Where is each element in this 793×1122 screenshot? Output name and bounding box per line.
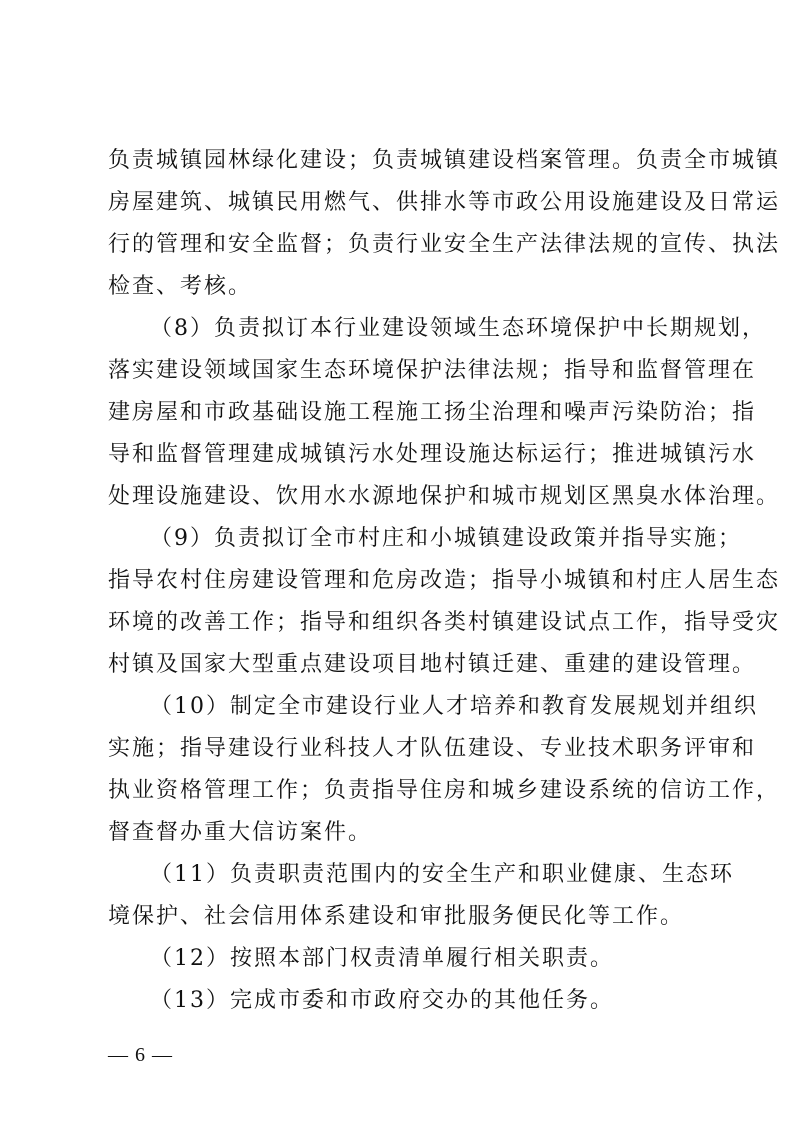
text-line: 落实建设领域国家生态环境保护法律法规；指导和监督管理在 bbox=[108, 358, 757, 383]
page-number: — 6 — bbox=[108, 1044, 173, 1066]
text-line: （12）按照本部门权责清单履行相关职责。 bbox=[150, 946, 614, 971]
text-line: 指导农村住房建设管理和危房改造；指导小城镇和村庄人居生态 bbox=[108, 568, 781, 593]
text-line: 环境的改善工作；指导和组织各类村镇建设试点工作，指导受灾 bbox=[108, 610, 781, 635]
text-line: 境保护、社会信用体系建设和审批服务便民化等工作。 bbox=[108, 904, 685, 929]
text-line: 建房屋和市政基础设施工程施工扬尘治理和噪声污染防治；指 bbox=[108, 400, 757, 425]
text-line: （13）完成市委和市政府交办的其他任务。 bbox=[150, 988, 614, 1013]
text-line: （10）制定全市建设行业人才培养和教育发展规划并组织 bbox=[150, 694, 758, 719]
text-line: 检查、考核。 bbox=[108, 274, 253, 299]
text-line: 行的管理和安全监督；负责行业安全生产法律法规的宣传、执法 bbox=[108, 232, 781, 257]
text-line: 村镇及国家大型重点建设项目地村镇迁建、重建的建设管理。 bbox=[108, 652, 757, 677]
text-line: 执业资格管理工作；负责指导住房和城乡建设系统的信访工作， bbox=[108, 778, 781, 803]
text-line: 房屋建筑、城镇民用燃气、供排水等市政公用设施建设及日常运 bbox=[108, 190, 781, 215]
text-line: （11）负责职责范围内的安全生产和职业健康、生态环 bbox=[150, 862, 734, 887]
text-line: （8）负责拟订本行业建设领域生态环境保护中长期规划， bbox=[150, 316, 766, 341]
text-line: 实施；指导建设行业科技人才队伍建设、专业技术职务评审和 bbox=[108, 736, 757, 761]
text-line: 导和监督管理建成城镇污水处理设施达标运行；推进城镇污水 bbox=[108, 442, 757, 467]
text-line: 负责城镇园林绿化建设；负责城镇建设档案管理。负责全市城镇 bbox=[108, 148, 781, 173]
text-line: 督查督办重大信访案件。 bbox=[108, 820, 373, 845]
text-line: 处理设施建设、饮用水水源地保护和城市规划区黑臭水体治理。 bbox=[108, 484, 781, 509]
text-line: （9）负责拟订全市村庄和小城镇建设政策并指导实施； bbox=[150, 526, 742, 551]
